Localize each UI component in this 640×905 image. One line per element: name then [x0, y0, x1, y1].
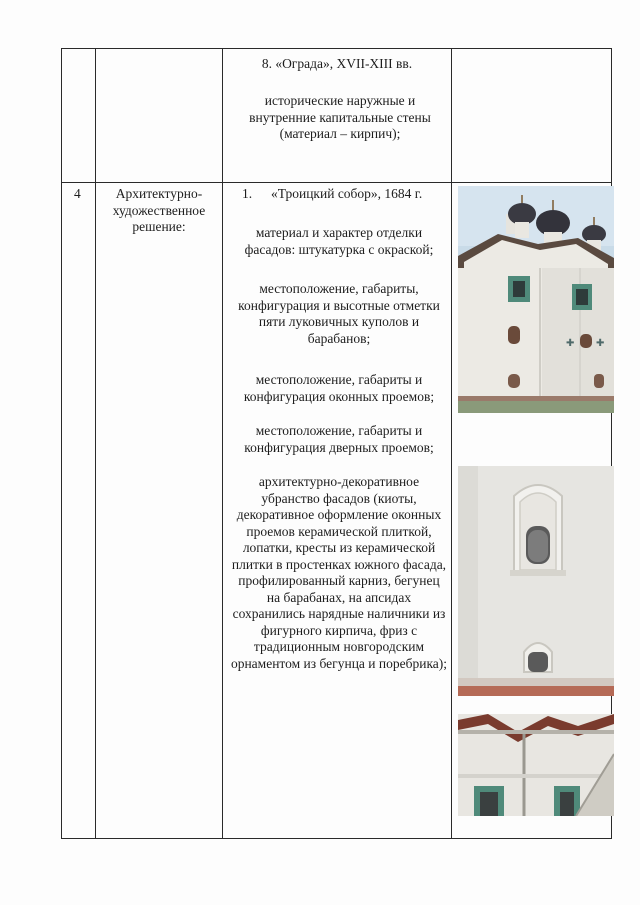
row-category: Архитектурно-художественное решение:	[112, 186, 206, 234]
item-doors: местоположение, габариты и конфигурация дверных проемов;	[244, 423, 434, 455]
svg-text:✚: ✚	[596, 338, 605, 349]
prev-item-title: 8. «Ограда», XVII-XIII вв.	[261, 56, 413, 71]
item-decor: архитектурно-декоративное убранство фасадов (киоты, декоративное оформление оконных проемов керамической плиткой, лопатки, кресты из керамической плитки в простенках южного фасада, профилированный карниз, бегунец на барабанах, на апсидах сохранились нарядные наличники из фигурного кирпича, фриз с традиционным новгородским орнаментом из бегунца и поребрика);	[230, 474, 448, 671]
column-divider-3	[451, 48, 452, 839]
table-bottom-border	[61, 838, 612, 839]
roof-detail-photo	[458, 714, 614, 816]
item-title: «Троицкий собор», 1684 г.	[271, 186, 423, 201]
window-kiot-photo	[458, 466, 614, 696]
item-windows: местоположение, габариты и конфигурация оконных проемов;	[243, 372, 435, 404]
cathedral-facade-photo	[458, 186, 614, 413]
row-number: 4	[74, 186, 81, 201]
prev-item-text: исторические наружные и внутренние капитальные стены (материал – кирпич);	[249, 93, 431, 141]
table-top-border	[61, 48, 612, 49]
svg-text:✚: ✚	[566, 338, 575, 349]
column-divider-2	[222, 48, 223, 839]
column-divider-1	[95, 48, 96, 839]
row-divider	[61, 182, 612, 183]
item-finish: материал и характер отделки фасадов: штукатурка с окраской;	[244, 225, 434, 257]
item-number: 1.	[242, 186, 253, 201]
item-domes: местоположение, габариты, конфигурация и высотные отметки пяти луковичных куполов и барабанов;	[238, 281, 440, 346]
table-left-border	[61, 48, 62, 839]
